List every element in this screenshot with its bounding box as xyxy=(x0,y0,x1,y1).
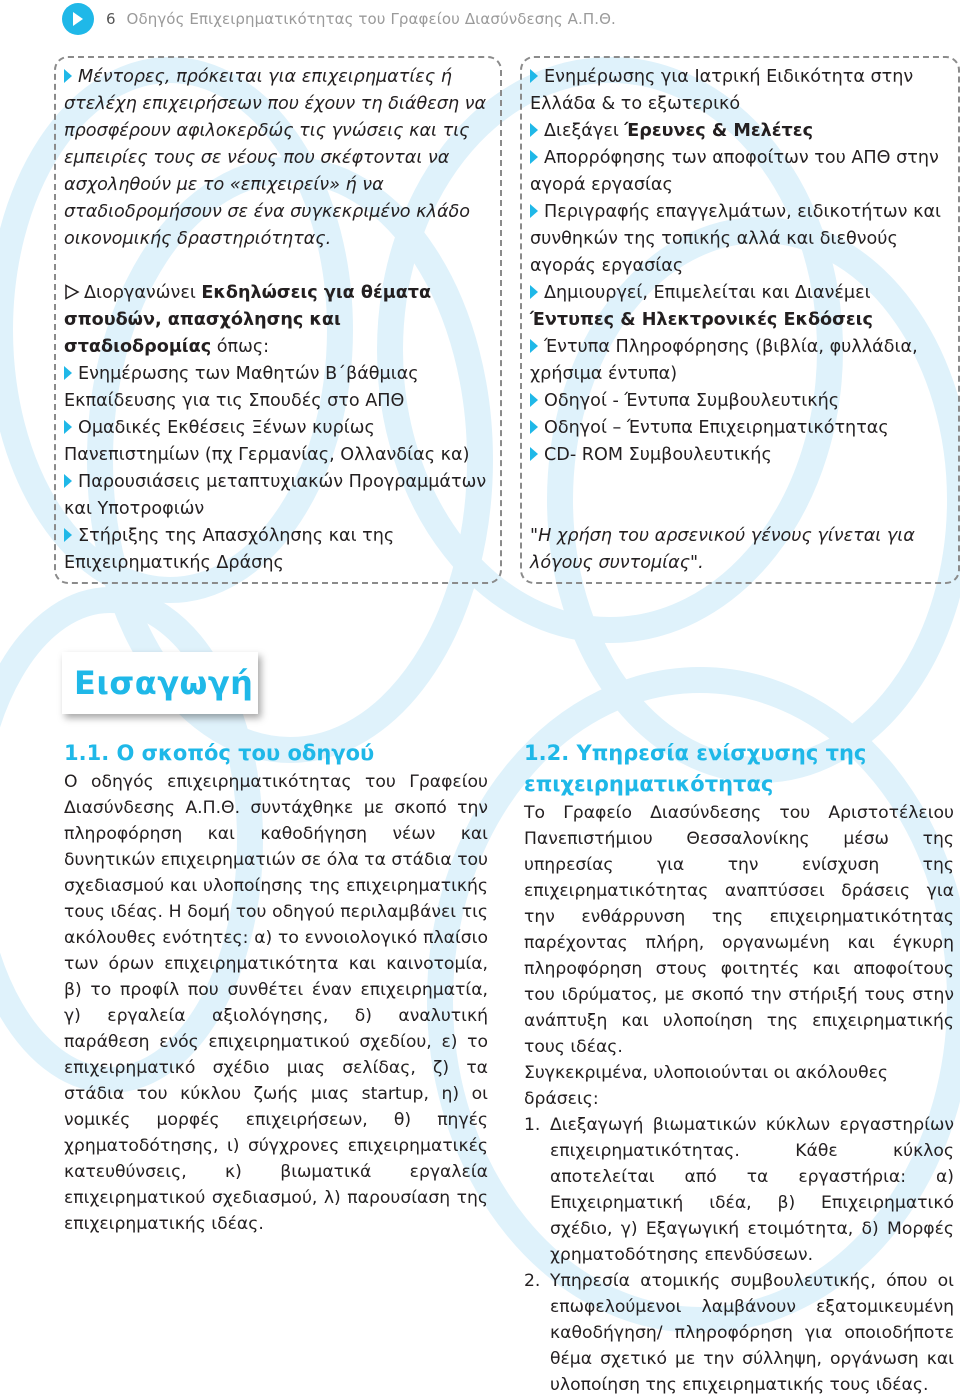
list-item xyxy=(64,415,492,469)
research-paragraph xyxy=(530,118,954,145)
research-bold: Έρευνες & Μελέτες xyxy=(624,121,814,141)
list-item xyxy=(530,64,954,118)
triangle-right-icon xyxy=(530,285,538,299)
research-prefix: Διεξάγει xyxy=(544,121,625,141)
list-item xyxy=(530,199,954,280)
section-title: Εισαγωγή xyxy=(74,664,254,702)
events-suffix: όπως: xyxy=(211,337,270,357)
publications-prefix: Δημιουργεί, Επιμελείται και Διανέμει xyxy=(544,283,871,303)
list-item-text: Ομαδικές Εκθέσεις Ξένων κυρίως Πανεπιστημίων (πχ Γερμανίας, Ολλανδίας κα) xyxy=(64,418,470,465)
list-item-text: Οδηγοί - Έντυπα Συμβουλευτικής xyxy=(544,391,840,411)
publications-bold: Έντυπες & Ηλεκτρονικές Εκδόσεις xyxy=(530,310,873,330)
chevron-right-icon xyxy=(62,3,94,35)
list-item-text: Έντυπα Πληροφόρησης (βιβλία, φυλλάδια, χρήσιμα έντυπα) xyxy=(530,337,918,384)
section-1-1 xyxy=(64,738,488,1237)
list-item xyxy=(530,334,954,388)
triangle-right-icon xyxy=(530,393,538,407)
list-item-text: CD- ROM Συμβουλευτικής xyxy=(544,445,772,465)
right-box-content xyxy=(530,64,954,577)
list-item-text: Στήριξης της Απασχόλησης και της Επιχειρηματικής Δράσης xyxy=(64,526,395,573)
list-item-text: Περιγραφής επαγγελμάτων, ειδικοτήτων και συνθηκών της τοπικής αλλά και διεθνούς αγοράς εργασίας xyxy=(530,202,942,276)
triangle-right-icon xyxy=(64,69,72,83)
list-item-text: Ενημέρωσης των Μαθητών Β΄βάθμιας Εκπαίδευσης για τις Σπουδές στο ΑΠΘ xyxy=(64,364,419,411)
section-1-1-body: Ο οδηγός επιχειρηματικότητας του Γραφείου Διασύνδεσης Α.Π.Θ. συντάχθηκε με σκοπό την πληροφόρηση και καθοδήγηση νέων και δυνητικών επιχειρηματιών σε όλα τα στάδια του σχεδιασμού και υλοποίησης της επιχειρηματικής τους ιδέας. Η δομή του οδηγού περιλαμβάνει τις ακόλουθες ενότητες: α) το εννοιολογικό πλαίσιο των όρων επιχειρηματικότητα και καινοτομία, β) το προφίλ που συνθέτει έναν επιχειρηματία, γ) εργαλεία αξιολόγησης, δ) αναλυτική παράθεση ενός επιχειρηματικού σχεδίου, ε) το επιχειρηματικό σχέδιο μιας σελίδας, ζ) τα στάδια του κύκλου ζωής μιας startup, η) οι νομικές μορφές επιχειρήσεων, θ) πηγές χρηματοδότησης, ι) σύγχρονες επιχειρηματικές κατευθύνσεις, κ) βιωματικά εργαλεία επιχειρηματικού σχεδιασμού, λ) παρουσίαση της επιχειρηματικής ιδέας. xyxy=(64,772,488,1234)
triangle-right-icon xyxy=(64,474,72,488)
list-item xyxy=(524,1268,954,1398)
triangle-right-icon xyxy=(64,528,72,542)
triangle-right-icon xyxy=(530,69,538,83)
triangle-outline-icon xyxy=(64,284,80,300)
triangle-right-icon xyxy=(530,447,538,461)
list-item xyxy=(530,415,954,442)
running-header xyxy=(62,2,616,36)
list-item xyxy=(64,469,492,523)
triangle-right-icon xyxy=(530,150,538,164)
document-title: Οδηγός Επιχειρηματικότητας του Γραφείου Διασύνδεσης Α.Π.Θ. xyxy=(126,10,616,28)
events-prefix: Διοργανώνει xyxy=(84,283,202,303)
triangle-right-icon xyxy=(530,123,538,137)
events-paragraph xyxy=(64,280,492,361)
gender-note: "Η χρήση του αρσενικού γένους γίνεται για λόγους συντομίας". xyxy=(530,526,915,573)
list-item-text: Υπηρεσία ατομικής συμβουλευτικής, όπου οι επωφελούμενοι λαμβάνουν εξατομικευμένη καθοδήγηση/ πληροφόρηση για οποιοδήποτε θέμα σχετικό με την σύλληψη, οργάνωση και υλοποίηση της επιχειρηματικής τους ιδέας. xyxy=(550,1271,954,1395)
triangle-right-icon xyxy=(530,204,538,218)
list-item xyxy=(530,442,954,469)
list-item-text: Διεξαγωγή βιωματικών κύκλων εργαστηρίων επιχειρηματικότητας. Κάθε κύκλος αποτελείται από τα εργαστήρια: α) Επιχειρηματική ιδέα, β) Επιχειρηματικό σχέδιο, γ) Εξαγωγική ετοιμότητα, δ) Μορφές χρηματοδότησης επενδύσεων. xyxy=(550,1115,954,1265)
mentors-term: Μέντορες xyxy=(78,67,165,87)
list-item-text: Οδηγοί – Έντυπα Επιχειρηματικότητας xyxy=(544,418,889,438)
list-item-text: Απορρόφησης των αποφοίτων του ΑΠΘ στην αγορά εργασίας xyxy=(530,148,939,195)
triangle-right-icon xyxy=(530,339,538,353)
events-bold: Εκδηλώσεις για θέματα σπουδών, απασχόλησης και σταδιοδρομίας xyxy=(64,283,432,357)
mentors-text: , πρόκειται για επιχειρηματίες ή στελέχη επιχειρήσεων που έχουν τη διάθεση να προσφέρουν αφιλοκερδώς τις γνώσεις και τις εμπειρίες τους σε νέους που σκέφτονται να ασχοληθούν με το «επιχειρείν» ή να σταδιοδρομήσουν σε ένα συγκεκριμένο κλάδο οικονομικής δραστηριότητας. xyxy=(64,67,487,249)
list-number: 2. xyxy=(524,1271,541,1291)
list-number: 1. xyxy=(524,1115,541,1135)
section-1-2-heading: 1.2. Υπηρεσία ενίσχυσης της επιχειρηματικότητας xyxy=(524,741,867,796)
list-item-text: Ενημέρωσης για Ιατρική Ειδικότητα στην Ελλάδα & το εξωτερικό xyxy=(530,67,914,114)
triangle-right-icon xyxy=(64,420,72,434)
mentors-paragraph xyxy=(64,64,492,253)
header-text xyxy=(106,10,616,28)
list-item xyxy=(530,145,954,199)
section-1-2-intro: Συγκεκριμένα, υλοποιούνται οι ακόλουθες δράσεις: xyxy=(524,1063,888,1109)
list-item-text: Παρουσιάσεις μεταπτυχιακών Προγραμμάτων και Υποτροφιών xyxy=(64,472,487,519)
list-item xyxy=(64,361,492,415)
list-item xyxy=(64,523,492,577)
list-item xyxy=(524,1112,954,1268)
section-1-2-body: Το Γραφείο Διασύνδεσης του Αριστοτέλειου Πανεπιστήμιου Θεσσαλονίκης μέσω της υπηρεσίας για την ενίσχυση της επιχειρηματικότητας αναπτύσσει δράσεις για την ενθάρρυνση της επιχειρηματικότητας παρέχοντας πλήρη, οργανωμένη και έγκυρη πληροφόρηση στους φοιτητές και αποφοίτους του ιδρύματος, με σκοπό την στήριξή τους στην ανάπτυξη και υλοποίηση της επιχειρηματικής τους ιδέας. xyxy=(524,803,954,1057)
left-box-content xyxy=(64,64,492,577)
list-item xyxy=(530,388,954,415)
triangle-right-icon xyxy=(530,420,538,434)
publications-paragraph xyxy=(530,280,954,334)
section-1-1-heading: 1.1. Ο σκοπός του οδηγού xyxy=(64,741,375,765)
triangle-right-icon xyxy=(64,366,72,380)
section-title-box xyxy=(62,652,258,714)
page-number: 6 xyxy=(106,10,116,28)
section-1-2 xyxy=(524,738,954,1398)
